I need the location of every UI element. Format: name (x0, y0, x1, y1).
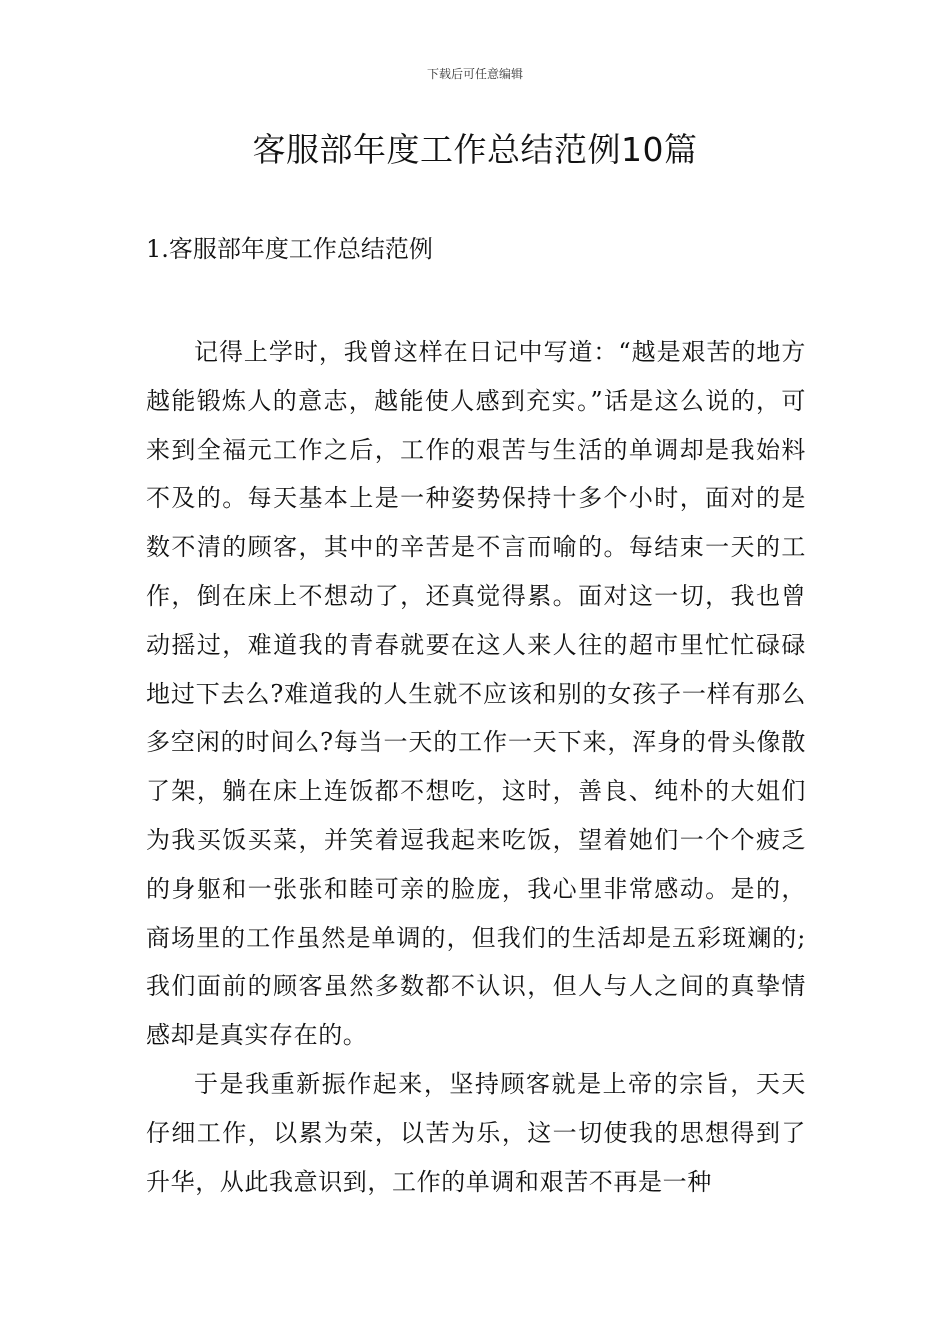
section-heading: 1.客服部年度工作总结范例 (146, 235, 433, 263)
paragraph: 于是我重新振作起来，坚持顾客就是上帝的宗旨，天天仔细工作，以累为荣，以苦为乐，这一切使我的思想得到了升华，从此我意识到，工作的单调和艰苦不再是一种 (146, 1069, 806, 1196)
header-note: 下载后可任意编辑 (426, 67, 523, 81)
body-text (146, 328, 806, 1206)
paragraph: 记得上学时，我曾这样在日记中写道：“越是艰苦的地方越能锻炼人的意志，越能使人感到充实。”话是这么说的，可来到全福元工作之后，工作的艰苦与生活的单调却是我始料不及的。每天基本上是一种姿势保持十多个小时，面对的是数不清的顾客，其中的辛苦是不言而喻的。每结束一天的工作，倒在床上不想动了，还真觉得累。面对这一切，我也曾动摇过，难道我的青春就要在这人来人往的超市里忙忙碌碌地过下去么?难道我的人生就不应该和别的女孩子一样有那么多空闲的时间么?每当一天的工作一天下来，浑身的骨头像散了架，躺在床上连饭都不想吃，这时，善良、纯朴的大姐们为我买饭买菜，并笑着逗我起来吃饭，望着她们一个个疲乏的身躯和一张张和睦可亲的脸庞，我心里非常感动。是的，商场里的工作虽然是单调的，但我们的生活却是五彩斑斓的;我们面前的顾客虽然多数都不认识，但人与人之间的真挚情感却是真实存在的。 (146, 338, 806, 1050)
document-title: 客服部年度工作总结范例10篇 (252, 130, 698, 169)
